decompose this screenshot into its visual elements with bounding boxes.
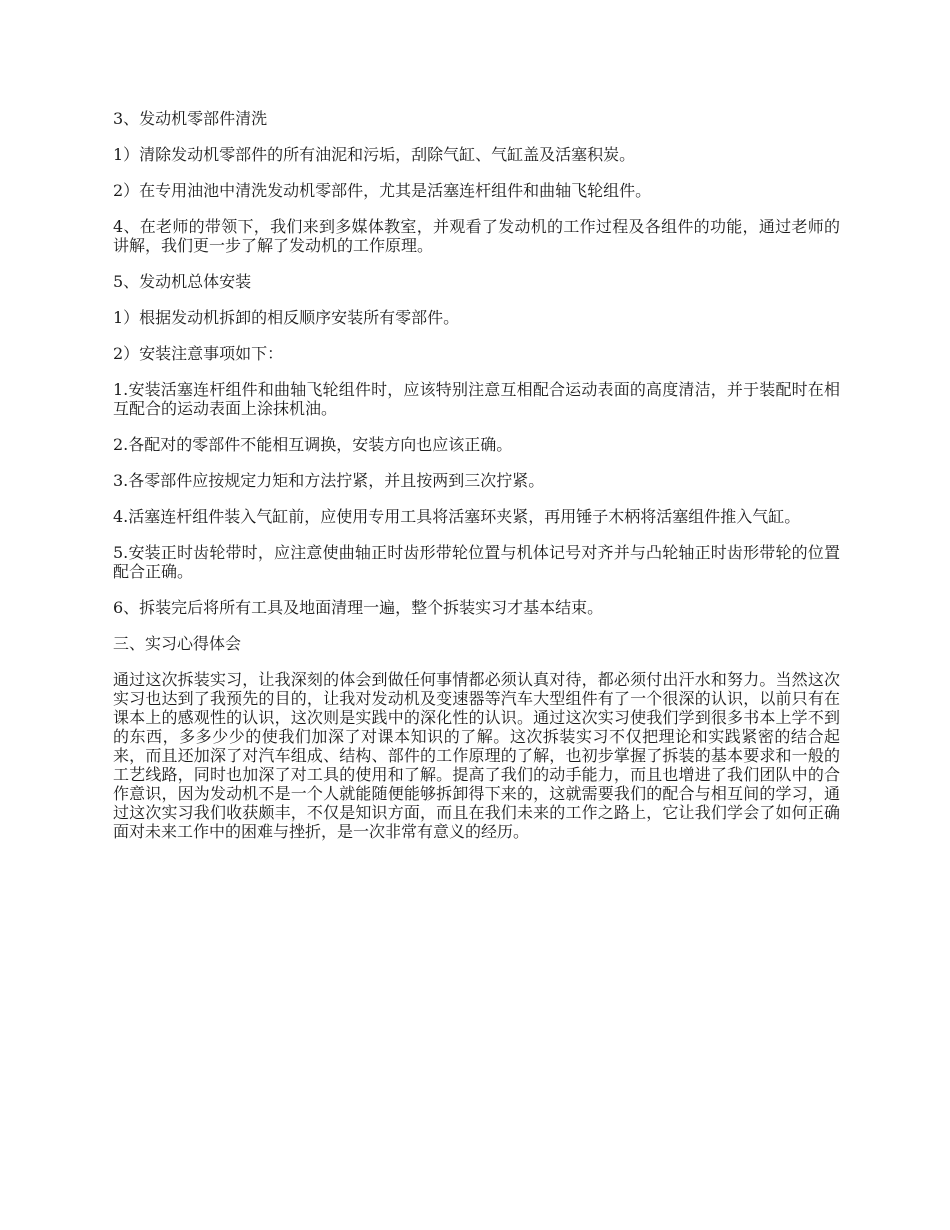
section-heading-assembly: 5、发动机总体安装 [113,272,252,291]
section-heading-cleaning: 3、发动机零部件清洗 [113,109,268,128]
assembly-step-1: 1）根据发动机拆卸的相反顺序安装所有零部件。 [113,308,460,327]
section-cleanup: 6、拆装完后将所有工具及地面清理一遍，整个拆装实习才基本结束。 [113,598,604,617]
section-heading-reflection: 三、实习心得体会 [113,634,242,653]
cleaning-step-1: 1）清除发动机零部件的所有油泥和污垢，刮除气缸、气缸盖及活塞积炭。 [113,145,636,164]
section-multimedia-classroom: 4、在老师的带领下，我们来到多媒体教室，并观看了发动机的工作过程及各组件的功能，通过老师的讲解，我们更一步了解了发动机的工作原理。 [113,217,840,255]
document-page [113,109,840,858]
cleaning-step-2: 2）在专用油池中清洗发动机零部件，尤其是活塞连杆组件和曲轴飞轮组件。 [113,181,652,200]
assembly-note-5: 5.安装正时齿轮带时，应注意使曲轴正时齿形带轮位置与机体记号对齐并与凸轮轴正时齿形带轮的位置配合正确。 [113,543,840,581]
assembly-note-4: 4.活塞连杆组件装入气缸前，应使用专用工具将活塞环夹紧，再用锤子木柄将活塞组件推入气缸。 [113,507,801,526]
assembly-note-1: 1.安装活塞连杆组件和曲轴飞轮组件时，应该特别注意互相配合运动表面的高度清洁，并于装配时在相互配合的运动表面上涂抹机油。 [113,380,840,418]
assembly-note-3: 3.各零部件应按规定力矩和方法拧紧，并且按两到三次拧紧。 [113,471,545,490]
assembly-step-2: 2）安装注意事项如下： [113,344,284,363]
reflection-paragraph: 通过这次拆装实习，让我深刻的体会到做任何事情都必须认真对待，都必须付出汗水和努力。当然这次实习也达到了我预先的目的，让我对发动机及变速器等汽车大型组件有了一个很深的认识，以前只有在课本上的感观性的认识，这次则是实践中的深化性的认识。通过这次实习使我们学到很多书本上学不到的东西，多多少少的使我们加深了对课本知识的了解。这次拆装实习不仅把理论和实践紧密的结合起来，而且还加深了对汽车组成、结构、部件的工作原理的了解，也初步掌握了拆装的基本要求和一般的工艺线路，同时也加深了对工具的使用和了解。提高了我们的动手能力，而且也增进了我们团队中的合作意识，因为发动机不是一个人就能随便能够拆卸得下来的，这就需要我们的配合与相互间的学习，通过这次实习我们收获颇丰，不仅是知识方面，而且在我们未来的工作之路上，它让我们学会了如何正确面对未来工作中的困难与挫折，是一次非常有意义的经历。 [113,670,840,841]
assembly-note-2: 2.各配对的零部件不能相互调换，安装方向也应该正确。 [113,435,513,454]
